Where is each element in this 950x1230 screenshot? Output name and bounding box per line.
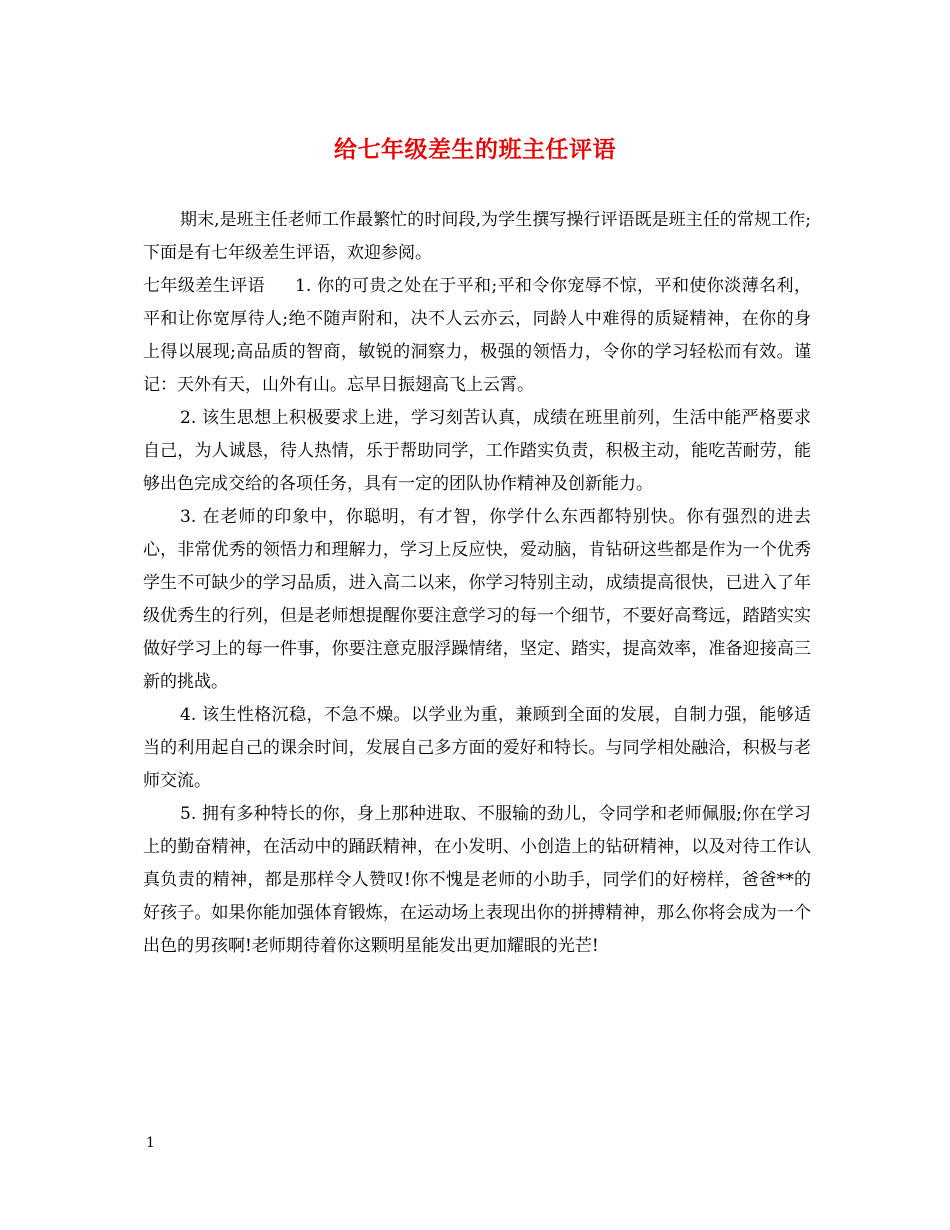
document-body [143, 204, 811, 963]
item-1-text: 1. 你的可贵之处在于平和;平和令你宠辱不惊，平和使你淡薄名利，平和让你宽厚待人;绝不随声附和，决不人云亦云，同龄人中难得的质疑精神，在你的身上得以展现;高品质的智商，敏锐的洞察力，极强的领悟力，令你的学习轻松而有效。谨记：天外有天，山外有山。忘早日振翅高飞上云霄。 [143, 276, 811, 395]
item-1-paragraph [143, 270, 811, 402]
item-2-paragraph: 2. 该生思想上积极要求上进，学习刻苦认真，成绩在班里前列，生活中能严格要求自己，为人诚恳，待人热情，乐于帮助同学，工作踏实负责，积极主动，能吃苦耐劳，能够出色完成交给的各项任务，具有一定的团队协作精神及创新能力。 [143, 408, 811, 494]
item-4-paragraph: 4. 该生性格沉稳，不急不燥。以学业为重，兼顾到全面的发展，自制力强，能够适当的利用起自己的课余时间，发展自己多方面的爱好和特长。与同学相处融洽，积极与老师交流。 [143, 705, 811, 791]
section-label: 七年级差生评语 [143, 276, 266, 296]
page-number: 1 [146, 1135, 155, 1151]
intro-paragraph: 期末,是班主任老师工作最繁忙的时间段,为学生撰写操行评语既是班主任的常规工作;下面是有七年级差生评语，欢迎参阅。 [143, 210, 811, 263]
item-3-paragraph: 3. 在老师的印象中，你聪明，有才智，你学什么东西都特别快。你有强烈的进去心，非常优秀的领悟力和理解力，学习上反应快，爱动脑，肯钻研这些都是作为一个优秀学生不可缺少的学习品质，进入高二以来，你学习特别主动，成绩提高很快，已进入了年级优秀生的行列，但是老师想提醒你要注意学习的每一个细节，不要好高骛远，踏踏实实做好学习上的每一件事，你要注意克服浮躁情绪，坚定、踏实，提高效率，准备迎接高三新的挑战。 [143, 507, 811, 692]
document-title: 给七年级差生的班主任评语 [334, 136, 616, 163]
item-5-paragraph: 5. 拥有多种特长的你，身上那种进取、不服输的劲儿，令同学和老师佩服;你在学习上的勤奋精神，在活动中的踊跃精神，在小发明、小创造上的钻研精神，以及对待工作认真负责的精神，都是那样令人赞叹!你不愧是老师的小助手，同学们的好榜样，爸爸**的好孩子。如果你能加强体育锻炼，在运动场上表现出你的拼搏精神，那么你将会成为一个出色的男孩啊!老师期待着你这颗明星能发出更加耀眼的光芒! [143, 804, 811, 956]
